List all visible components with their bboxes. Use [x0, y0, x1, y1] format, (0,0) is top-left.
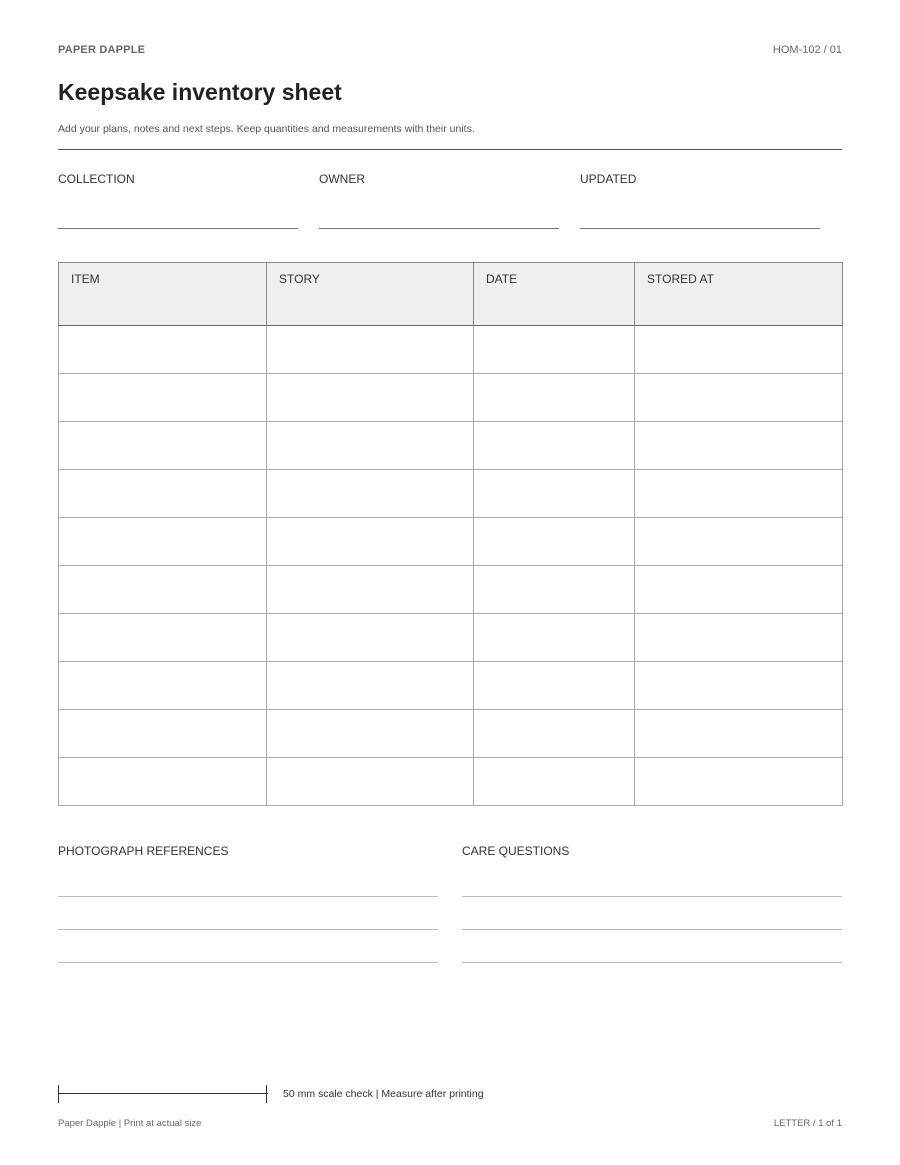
table-row: [59, 710, 843, 758]
cell-story[interactable]: [267, 374, 474, 422]
cell-date[interactable]: [474, 662, 635, 710]
scale-bar: [58, 1085, 268, 1103]
table-header-row: [59, 263, 843, 326]
collection-field[interactable]: [58, 172, 298, 186]
scale-bar-line: [58, 1093, 268, 1094]
cell-date[interactable]: [474, 614, 635, 662]
table-row: [59, 566, 843, 614]
cell-story[interactable]: [267, 566, 474, 614]
cell-stored-at[interactable]: [635, 470, 843, 518]
cell-stored-at[interactable]: [635, 518, 843, 566]
cell-item[interactable]: [59, 758, 267, 806]
cell-story[interactable]: [267, 470, 474, 518]
cell-item[interactable]: [59, 518, 267, 566]
collection-write-line[interactable]: [58, 228, 298, 229]
photograph-references-label: PHOTOGRAPH REFERENCES: [58, 844, 229, 858]
cell-story[interactable]: [267, 758, 474, 806]
photograph-note-line[interactable]: [58, 896, 438, 897]
collection-label: COLLECTION: [58, 172, 135, 186]
cell-item[interactable]: [59, 326, 267, 374]
column-header-date: DATE: [474, 263, 635, 326]
cell-story[interactable]: [267, 614, 474, 662]
title-divider: [58, 149, 842, 150]
cell-stored-at[interactable]: [635, 566, 843, 614]
cell-item[interactable]: [59, 710, 267, 758]
photograph-note-line[interactable]: [58, 962, 438, 963]
footer-page-info: LETTER / 1 of 1: [773, 1118, 842, 1129]
table-row: [59, 758, 843, 806]
cell-stored-at[interactable]: [635, 758, 843, 806]
cell-date[interactable]: [474, 422, 635, 470]
cell-item[interactable]: [59, 422, 267, 470]
brand-name: PAPER DAPPLE: [58, 44, 146, 56]
cell-stored-at[interactable]: [635, 614, 843, 662]
table-row: [59, 614, 843, 662]
cell-story[interactable]: [267, 710, 474, 758]
table-row: [59, 374, 843, 422]
cell-date[interactable]: [474, 326, 635, 374]
cell-story[interactable]: [267, 662, 474, 710]
updated-write-line[interactable]: [580, 228, 820, 229]
cell-item[interactable]: [59, 662, 267, 710]
column-header-story: STORY: [267, 263, 474, 326]
inventory-table: [58, 262, 843, 806]
cell-stored-at[interactable]: [635, 662, 843, 710]
document-code: HOM-102 / 01: [772, 44, 842, 56]
table-row: [59, 518, 843, 566]
table-row: [59, 470, 843, 518]
scale-bar-end-tick: [266, 1085, 267, 1103]
care-note-line[interactable]: [462, 896, 842, 897]
updated-field[interactable]: [580, 172, 820, 186]
cell-item[interactable]: [59, 614, 267, 662]
care-questions-section: [462, 844, 842, 858]
cell-story[interactable]: [267, 422, 474, 470]
updated-label: UPDATED: [580, 172, 637, 186]
column-header-stored-at: STORED AT: [635, 263, 843, 326]
cell-stored-at[interactable]: [635, 422, 843, 470]
cell-stored-at[interactable]: [635, 710, 843, 758]
care-note-line[interactable]: [462, 929, 842, 930]
photograph-note-line[interactable]: [58, 929, 438, 930]
column-header-item: ITEM: [59, 263, 267, 326]
footer-left-text: Paper Dapple | Print at actual size: [58, 1118, 202, 1129]
cell-story[interactable]: [267, 326, 474, 374]
owner-label: OWNER: [319, 172, 365, 186]
table-row: [59, 326, 843, 374]
cell-date[interactable]: [474, 758, 635, 806]
table-row: [59, 422, 843, 470]
cell-date[interactable]: [474, 710, 635, 758]
cell-stored-at[interactable]: [635, 374, 843, 422]
cell-item[interactable]: [59, 470, 267, 518]
cell-date[interactable]: [474, 374, 635, 422]
scale-check-text: 50 mm scale check | Measure after printing: [283, 1088, 484, 1100]
page-subtitle: Add your plans, notes and next steps. Keep quantities and measurements with their units.: [58, 123, 475, 135]
cell-date[interactable]: [474, 518, 635, 566]
table-row: [59, 662, 843, 710]
cell-story[interactable]: [267, 518, 474, 566]
cell-item[interactable]: [59, 566, 267, 614]
care-questions-label: CARE QUESTIONS: [462, 844, 570, 858]
cell-date[interactable]: [474, 470, 635, 518]
owner-write-line[interactable]: [319, 228, 559, 229]
care-note-line[interactable]: [462, 962, 842, 963]
cell-stored-at[interactable]: [635, 326, 843, 374]
scale-bar-start-tick: [58, 1085, 59, 1103]
page-title: Keepsake inventory sheet: [58, 79, 342, 105]
table-body: [59, 326, 843, 806]
photograph-references-section: [58, 844, 438, 858]
owner-field[interactable]: [319, 172, 559, 186]
cell-date[interactable]: [474, 566, 635, 614]
cell-item[interactable]: [59, 374, 267, 422]
